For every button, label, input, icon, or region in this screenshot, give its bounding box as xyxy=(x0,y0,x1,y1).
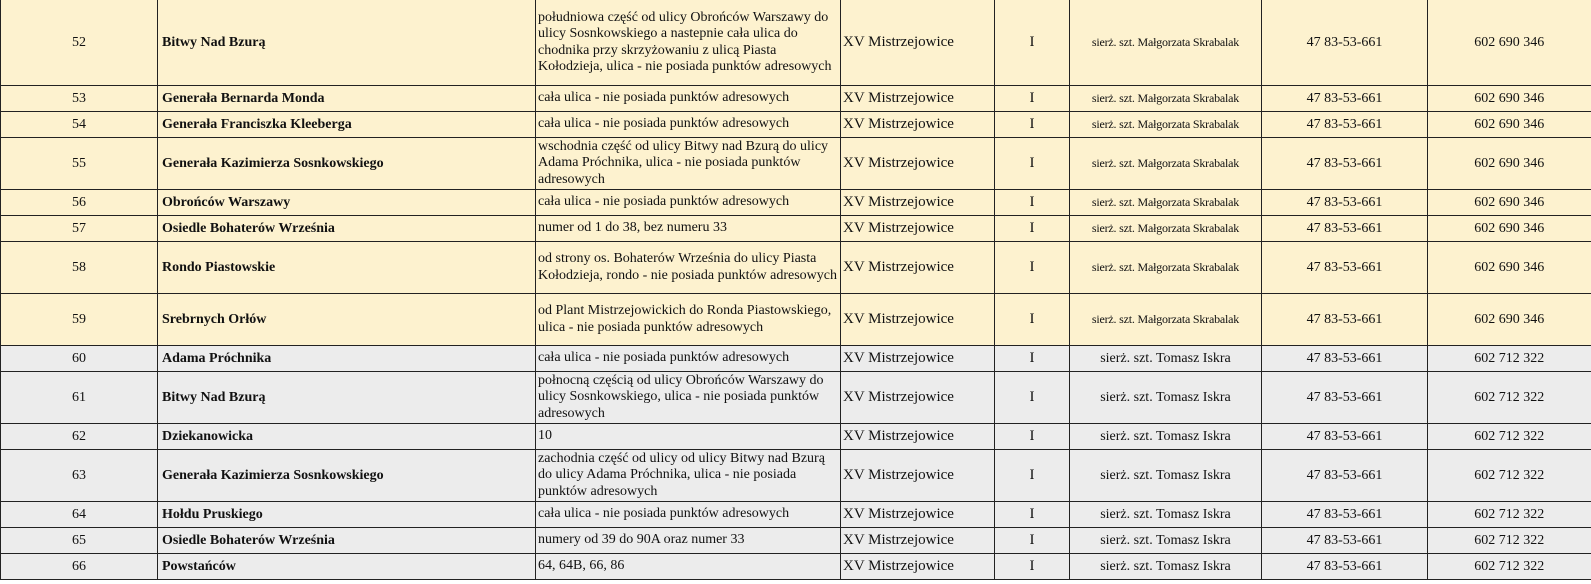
row-number-cell: 64 xyxy=(1,502,158,528)
address-range-cell: numer od 1 do 38, bez numeru 33 xyxy=(536,216,841,242)
table-row xyxy=(1,528,1591,554)
table-row xyxy=(1,242,1591,294)
street-name-cell: Rondo Piastowskie xyxy=(158,242,536,294)
table-body xyxy=(1,0,1591,580)
district-cell: XV Mistrzejowice xyxy=(841,346,995,372)
street-name-cell: Generała Kazimierza Sosnkowskiego xyxy=(158,450,536,502)
address-range-cell: cała ulica - nie posiada punktów adresowych xyxy=(536,112,841,138)
table-row xyxy=(1,372,1591,424)
district-cell: XV Mistrzejowice xyxy=(841,112,995,138)
officer-cell: sierż. szt. Małgorzata Skrabalak xyxy=(1070,86,1262,112)
rejon-cell: I xyxy=(995,112,1070,138)
rejon-cell: I xyxy=(995,372,1070,424)
street-name-cell: Osiedle Bohaterów Września xyxy=(158,216,536,242)
officer-cell: sierż. szt. Tomasz Iskra xyxy=(1070,372,1262,424)
row-number-cell: 54 xyxy=(1,112,158,138)
table-row xyxy=(1,0,1591,86)
rejon-cell: I xyxy=(995,138,1070,190)
address-range-cell: zachodnia część od ulicy od ulicy Bitwy nad Bzurą do ulicy Adama Próchnika, ulica - nie posiada punktów adresowych xyxy=(536,450,841,502)
address-range-cell: cała ulica - nie posiada punktów adresowych xyxy=(536,190,841,216)
address-range-cell: 10 xyxy=(536,424,841,450)
rejon-cell: I xyxy=(995,554,1070,580)
street-name-cell: Generała Kazimierza Sosnkowskiego xyxy=(158,138,536,190)
mobile-phone-cell: 602 690 346 xyxy=(1428,216,1591,242)
district-cell: XV Mistrzejowice xyxy=(841,190,995,216)
street-name-cell: Obrońców Warszawy xyxy=(158,190,536,216)
officer-cell: sierż. szt. Małgorzata Skrabalak xyxy=(1070,190,1262,216)
rejon-cell: I xyxy=(995,216,1070,242)
officer-cell: sierż. szt. Tomasz Iskra xyxy=(1070,502,1262,528)
row-number-cell: 56 xyxy=(1,190,158,216)
address-range-cell: wschodnia część od ulicy Bitwy nad Bzurą do ulicy Adama Próchnika, ulica - nie posiada punktów adresowych xyxy=(536,138,841,190)
rejon-cell: I xyxy=(995,0,1070,86)
district-cell: XV Mistrzejowice xyxy=(841,554,995,580)
row-number-cell: 61 xyxy=(1,372,158,424)
table-row xyxy=(1,190,1591,216)
district-cell: XV Mistrzejowice xyxy=(841,216,995,242)
officer-cell: sierż. szt. Tomasz Iskra xyxy=(1070,424,1262,450)
officer-cell: sierż. szt. Tomasz Iskra xyxy=(1070,528,1262,554)
landline-phone-cell: 47 83-53-661 xyxy=(1262,294,1428,346)
landline-phone-cell: 47 83-53-661 xyxy=(1262,112,1428,138)
rejon-cell: I xyxy=(995,424,1070,450)
district-cell: XV Mistrzejowice xyxy=(841,372,995,424)
row-number-cell: 66 xyxy=(1,554,158,580)
table-row xyxy=(1,138,1591,190)
address-range-cell: 64, 64B, 66, 86 xyxy=(536,554,841,580)
officer-cell: sierż. szt. Tomasz Iskra xyxy=(1070,554,1262,580)
table-row xyxy=(1,554,1591,580)
district-cell: XV Mistrzejowice xyxy=(841,86,995,112)
landline-phone-cell: 47 83-53-661 xyxy=(1262,502,1428,528)
district-cell: XV Mistrzejowice xyxy=(841,424,995,450)
rejon-cell: I xyxy=(995,450,1070,502)
district-cell: XV Mistrzejowice xyxy=(841,242,995,294)
rejon-cell: I xyxy=(995,346,1070,372)
landline-phone-cell: 47 83-53-661 xyxy=(1262,0,1428,86)
row-number-cell: 62 xyxy=(1,424,158,450)
landline-phone-cell: 47 83-53-661 xyxy=(1262,86,1428,112)
mobile-phone-cell: 602 690 346 xyxy=(1428,242,1591,294)
row-number-cell: 53 xyxy=(1,86,158,112)
street-name-cell: Generała Bernarda Monda xyxy=(158,86,536,112)
landline-phone-cell: 47 83-53-661 xyxy=(1262,190,1428,216)
officer-cell: sierż. szt. Małgorzata Skrabalak xyxy=(1070,112,1262,138)
mobile-phone-cell: 602 712 322 xyxy=(1428,450,1591,502)
street-name-cell: Powstańców xyxy=(158,554,536,580)
row-number-cell: 65 xyxy=(1,528,158,554)
address-range-cell: cała ulica - nie posiada punktów adresowych xyxy=(536,346,841,372)
mobile-phone-cell: 602 690 346 xyxy=(1428,190,1591,216)
landline-phone-cell: 47 83-53-661 xyxy=(1262,528,1428,554)
address-range-cell: cała ulica - nie posiada punktów adresowych xyxy=(536,502,841,528)
landline-phone-cell: 47 83-53-661 xyxy=(1262,424,1428,450)
street-name-cell: Dziekanowicka xyxy=(158,424,536,450)
mobile-phone-cell: 602 690 346 xyxy=(1428,138,1591,190)
address-range-cell: południowa część od ulicy Obrońców Warszawy do ulicy Sosnkowskiego a nastepnie cała ulica do chodnika przy skrzyżowaniu z ulicą Piasta Kołodzieja, ulica - nie posiada punktów adresowych xyxy=(536,0,841,86)
landline-phone-cell: 47 83-53-661 xyxy=(1262,216,1428,242)
officer-cell: sierż. szt. Małgorzata Skrabalak xyxy=(1070,242,1262,294)
row-number-cell: 52 xyxy=(1,0,158,86)
row-number-cell: 57 xyxy=(1,216,158,242)
landline-phone-cell: 47 83-53-661 xyxy=(1262,346,1428,372)
street-name-cell: Hołdu Pruskiego xyxy=(158,502,536,528)
district-cell: XV Mistrzejowice xyxy=(841,138,995,190)
landline-phone-cell: 47 83-53-661 xyxy=(1262,554,1428,580)
mobile-phone-cell: 602 712 322 xyxy=(1428,528,1591,554)
table-row xyxy=(1,216,1591,242)
street-name-cell: Srebrnych Orłów xyxy=(158,294,536,346)
rejon-cell: I xyxy=(995,190,1070,216)
landline-phone-cell: 47 83-53-661 xyxy=(1262,242,1428,294)
mobile-phone-cell: 602 712 322 xyxy=(1428,424,1591,450)
street-name-cell: Generała Franciszka Kleeberga xyxy=(158,112,536,138)
landline-phone-cell: 47 83-53-661 xyxy=(1262,450,1428,502)
district-cell: XV Mistrzejowice xyxy=(841,0,995,86)
officer-cell: sierż. szt. Tomasz Iskra xyxy=(1070,346,1262,372)
table-row xyxy=(1,346,1591,372)
table-row xyxy=(1,112,1591,138)
address-range-cell: od strony os. Bohaterów Września do ulicy Piasta Kołodzieja, rondo - nie posiada punktów adresowych xyxy=(536,242,841,294)
mobile-phone-cell: 602 712 322 xyxy=(1428,502,1591,528)
mobile-phone-cell: 602 690 346 xyxy=(1428,0,1591,86)
mobile-phone-cell: 602 712 322 xyxy=(1428,346,1591,372)
address-range-cell: numery od 39 do 90A oraz numer 33 xyxy=(536,528,841,554)
mobile-phone-cell: 602 690 346 xyxy=(1428,86,1591,112)
district-cell: XV Mistrzejowice xyxy=(841,502,995,528)
officer-cell: sierż. szt. Tomasz Iskra xyxy=(1070,450,1262,502)
street-name-cell: Bitwy Nad Bzurą xyxy=(158,372,536,424)
row-number-cell: 59 xyxy=(1,294,158,346)
table-row xyxy=(1,294,1591,346)
table-row xyxy=(1,450,1591,502)
rejon-cell: I xyxy=(995,502,1070,528)
district-cell: XV Mistrzejowice xyxy=(841,528,995,554)
table-row xyxy=(1,424,1591,450)
landline-phone-cell: 47 83-53-661 xyxy=(1262,372,1428,424)
row-number-cell: 63 xyxy=(1,450,158,502)
mobile-phone-cell: 602 712 322 xyxy=(1428,372,1591,424)
mobile-phone-cell: 602 690 346 xyxy=(1428,294,1591,346)
officer-cell: sierż. szt. Małgorzata Skrabalak xyxy=(1070,294,1262,346)
landline-phone-cell: 47 83-53-661 xyxy=(1262,138,1428,190)
district-cell: XV Mistrzejowice xyxy=(841,294,995,346)
row-number-cell: 60 xyxy=(1,346,158,372)
address-range-cell: cała ulica - nie posiada punktów adresowych xyxy=(536,86,841,112)
district-cell: XV Mistrzejowice xyxy=(841,450,995,502)
table-row xyxy=(1,86,1591,112)
mobile-phone-cell: 602 712 322 xyxy=(1428,554,1591,580)
rejon-cell: I xyxy=(995,528,1070,554)
officer-cell: sierż. szt. Małgorzata Skrabalak xyxy=(1070,138,1262,190)
row-number-cell: 55 xyxy=(1,138,158,190)
address-range-cell: od Plant Mistrzejowickich do Ronda Piastowskiego, ulica - nie posiada punktów adresowych xyxy=(536,294,841,346)
mobile-phone-cell: 602 690 346 xyxy=(1428,112,1591,138)
rejon-cell: I xyxy=(995,242,1070,294)
street-name-cell: Osiedle Bohaterów Września xyxy=(158,528,536,554)
officer-cell: sierż. szt. Małgorzata Skrabalak xyxy=(1070,0,1262,86)
street-name-cell: Bitwy Nad Bzurą xyxy=(158,0,536,86)
table-row xyxy=(1,502,1591,528)
street-name-cell: Adama Próchnika xyxy=(158,346,536,372)
rejon-cell: I xyxy=(995,86,1070,112)
address-range-cell: połnocną częścią od ulicy Obrońców Warszawy do ulicy Sosnkowskiego, ulica - nie posiada punktów adresowych xyxy=(536,372,841,424)
officer-cell: sierż. szt. Małgorzata Skrabalak xyxy=(1070,216,1262,242)
rejon-cell: I xyxy=(995,294,1070,346)
row-number-cell: 58 xyxy=(1,242,158,294)
